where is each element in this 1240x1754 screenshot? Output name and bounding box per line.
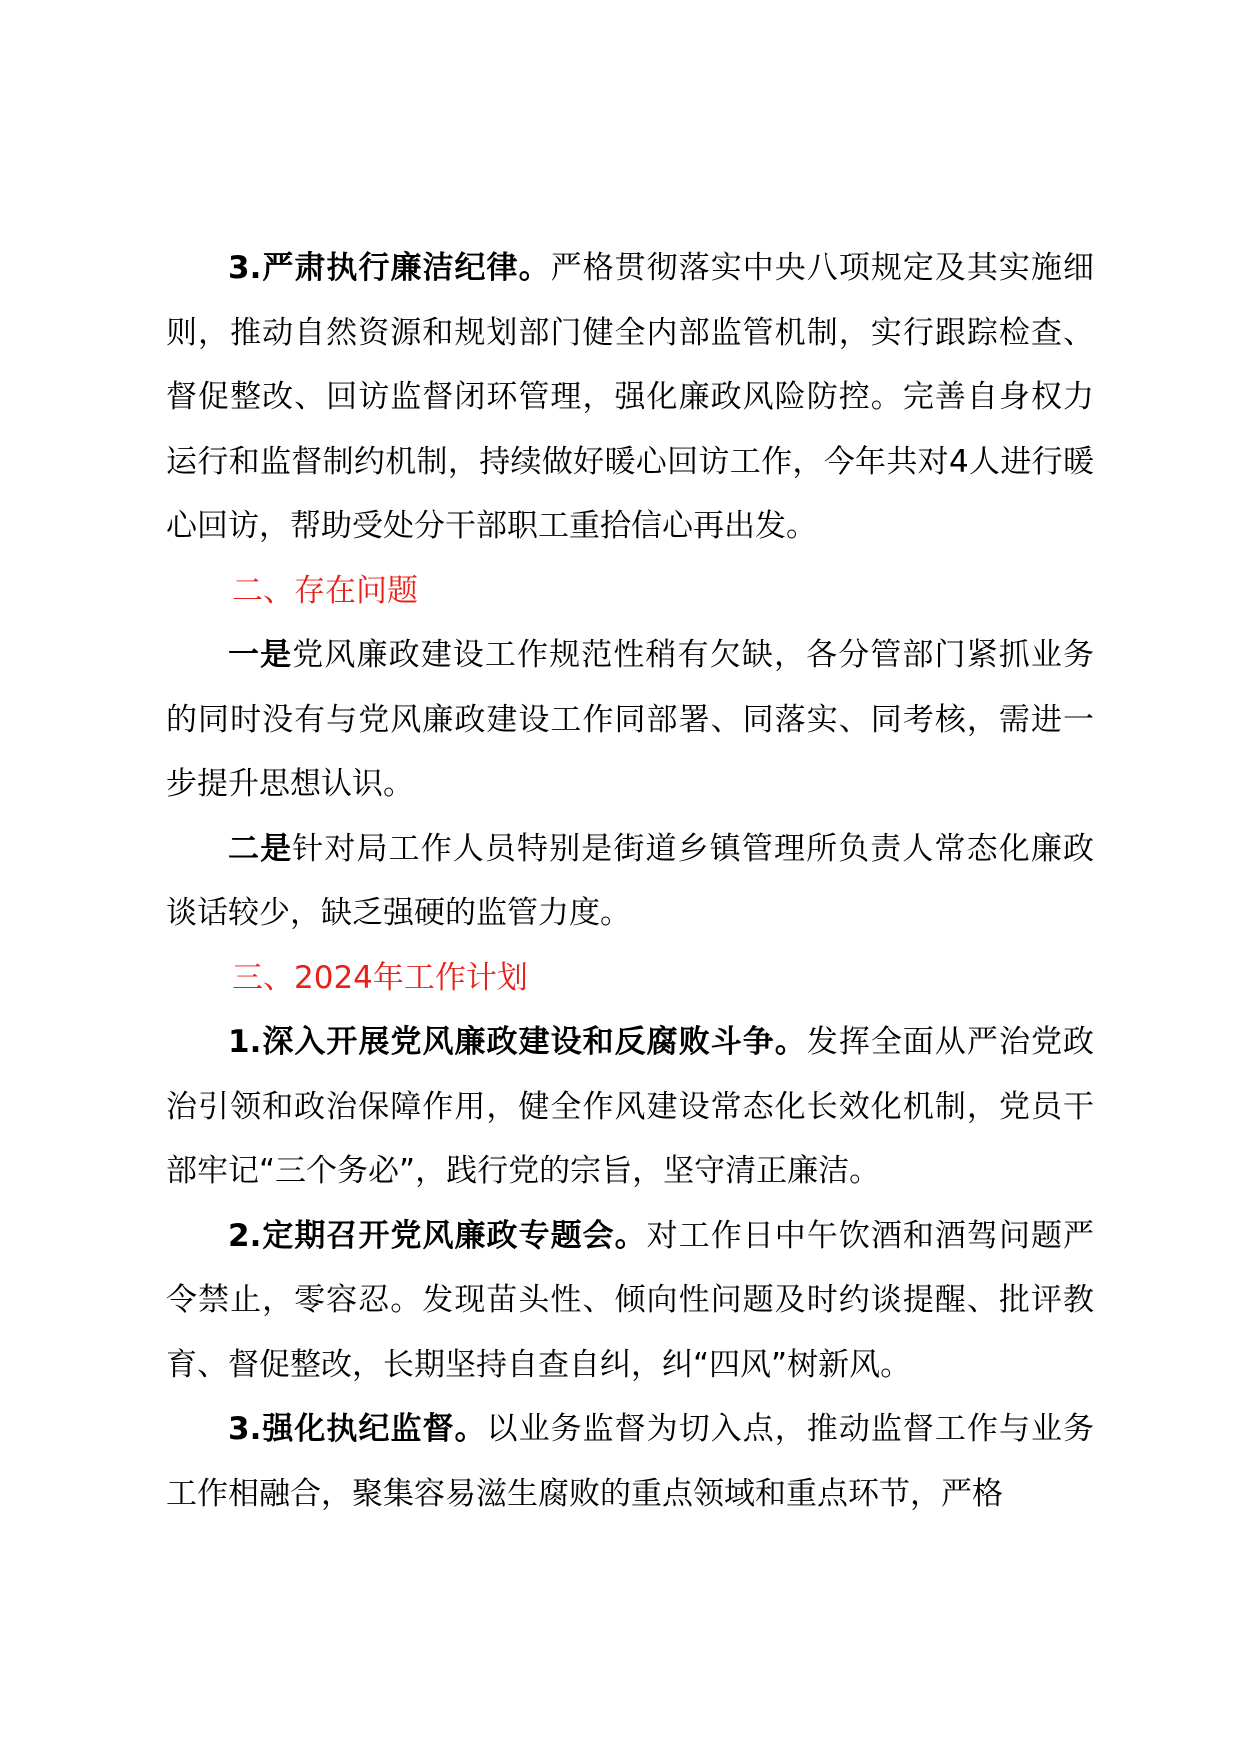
paragraph-body: 以业务监督为切入点，推动监督工作与业务工作相融合，聚集容易滋生腐败的重点领域和重点环节，严格 xyxy=(166,1411,1094,1512)
paragraph-discipline xyxy=(166,236,1094,559)
paragraph-lead: 二是 xyxy=(228,830,293,867)
document-page xyxy=(166,236,1094,1526)
section-heading-problems: 二、存在问题 xyxy=(232,572,418,609)
paragraph-lead: 1.深入开展党风廉政建设和反腐败斗争。 xyxy=(228,1024,807,1060)
paragraph-body: 针对局工作人员特别是街道乡镇管理所负责人常态化廉政谈话较少，缺乏强硬的监管力度。 xyxy=(166,830,1095,931)
paragraph-lead: 2.定期召开党风廉政专题会。 xyxy=(228,1217,647,1254)
paragraph-problem-one xyxy=(166,623,1094,817)
paragraph-body: 对工作日中午饮酒和酒驾问题严令禁止，零容忍。发现苗头性、倾向性问题及时约谈提醒、批评教育、督促整改，长期坚持自查自纠，纠“四风”树新风。 xyxy=(166,1217,1094,1383)
paragraph-plan-two xyxy=(166,1204,1094,1398)
paragraph-plan-three xyxy=(166,1397,1094,1526)
paragraph-body: 严格贯彻落实中央八项规定及其实施细则，推动自然资源和规划部门健全内部监管机制，实行跟踪检查、督促整改、回访监督闭环管理，强化廉政风险防控。完善自身权力运行和监督制约机制，持续做好暖心回访工作，今年共对4人进行暖心回访，帮助受处分干部职工重拾信心再出发。 xyxy=(166,250,1094,544)
paragraph-body: 党风廉政建设工作规范性稍有欠缺，各分管部门紧抓业务的同时没有与党风廉政建设工作同部署、同落实、同考核，需进一步提升思想认识。 xyxy=(166,637,1095,802)
paragraph-problem-two xyxy=(166,817,1094,946)
paragraph-plan-one xyxy=(166,1010,1094,1204)
paragraph-lead: 3.严肃执行廉洁纪律。 xyxy=(228,250,551,286)
paragraph-lead: 一是 xyxy=(228,637,293,673)
paragraph-body: 发挥全面从严治党政治引领和政治保障作用，健全作风建设常态化长效化机制，党员干部牢记“三个务必”，践行党的宗旨，坚守清正廉洁。 xyxy=(166,1024,1094,1189)
section-heading-plan: 三、2024年工作计划 xyxy=(232,959,528,996)
paragraph-lead: 3.强化执纪监督。 xyxy=(228,1411,487,1447)
